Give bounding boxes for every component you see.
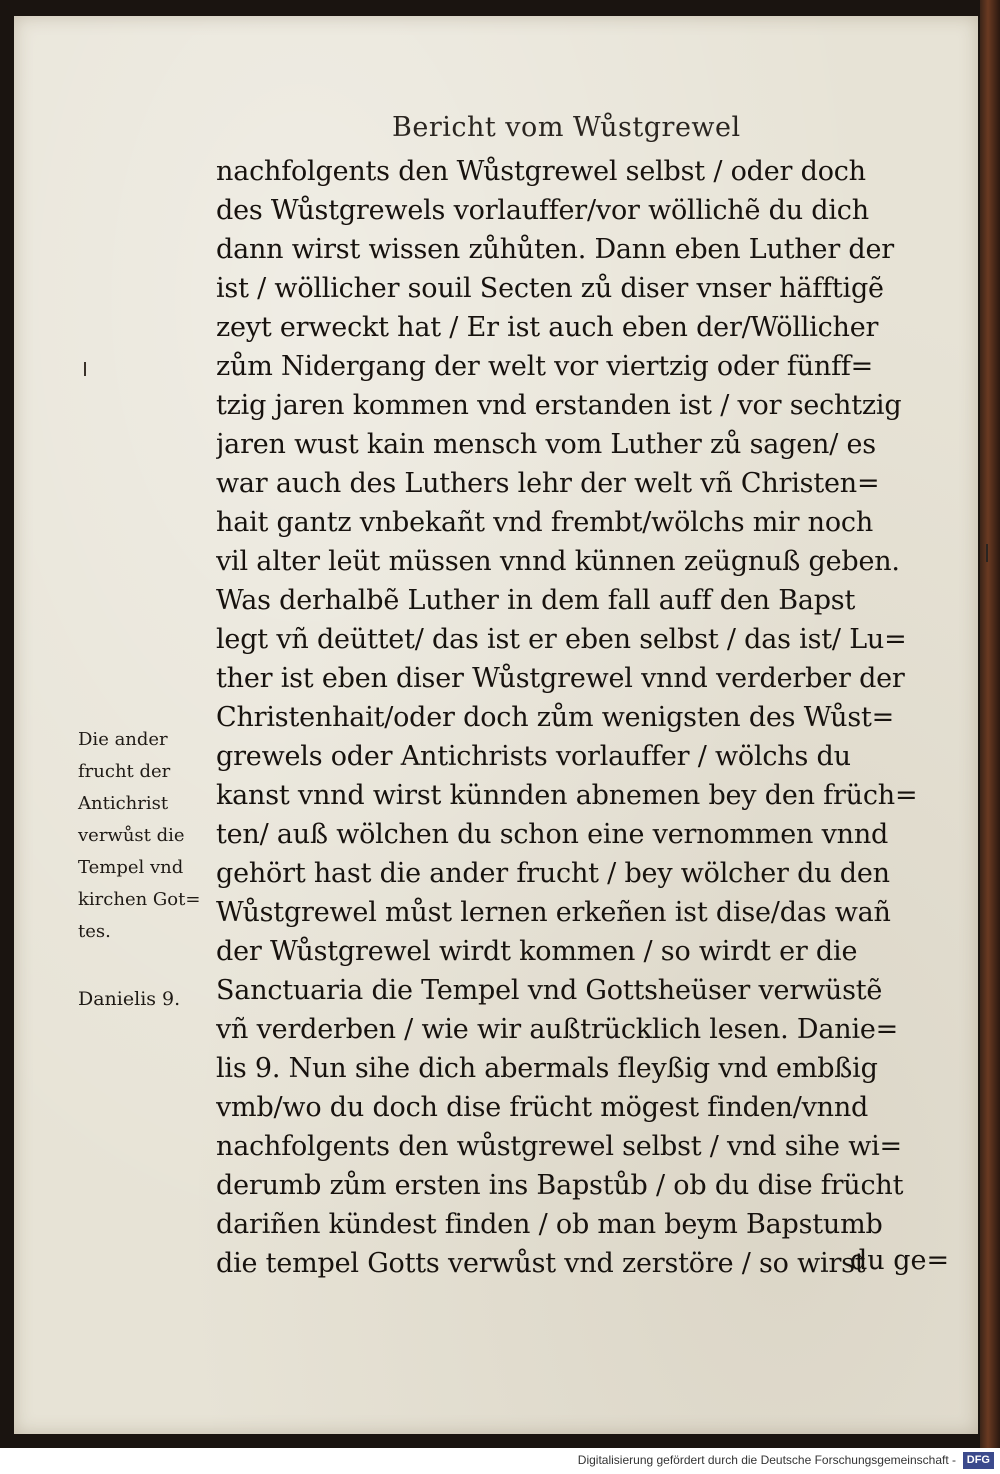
marginal-note-line: Tempel vnd — [78, 857, 184, 878]
ink-mark — [84, 362, 86, 376]
text-line: zeyt erweckt hat / Er ist auch eben der/Wöllicher — [216, 312, 879, 343]
text-line: die tempel Gotts verwůst vnd zerstöre / so wirst — [216, 1248, 866, 1279]
text-line: Sanctuaria die Tempel vnd Gottsheüser verwüstẽ — [216, 975, 883, 1006]
marginal-note-line: verwůst die — [78, 825, 185, 846]
text-line: vñ verderben / wie wir außtrücklich lesen. Danie= — [216, 1014, 899, 1045]
text-line: ther ist eben diser Wůstgrewel vnnd verderber der — [216, 663, 905, 694]
marginal-note — [78, 724, 218, 948]
text-line: vil alter leüt müssen vnnd künnen zeügnuß geben. — [216, 546, 900, 577]
running-head: Bericht vom Wůstgrewel — [392, 112, 741, 143]
text-line: tzig jaren kommen vnd erstanden ist / vor sechtzig — [216, 390, 902, 421]
marginal-note-line: Die ander — [78, 729, 168, 750]
text-line: ten/ auß wölchen du schon eine vernommen vnnd — [216, 819, 889, 850]
text-line: des Wůstgrewels vorlauffer/vor wöllichẽ du dich — [216, 195, 869, 226]
footer-bar — [0, 1448, 1000, 1474]
marginal-note-line: tes. — [78, 921, 111, 942]
text-line: Was derhalbẽ Luther in dem fall auff den Bapst — [216, 585, 856, 616]
text-line: zům Nidergang der welt vor viertzig oder fünff= — [216, 351, 874, 382]
text-line: nachfolgents den wůstgrewel selbst / vnd sihe wi= — [216, 1131, 902, 1162]
text-line: jaren wust kain mensch vom Luther zů sagen/ es — [216, 429, 876, 460]
text-line: hait gantz vnbekañt vnd frembt/wölchs mir noch — [216, 507, 874, 538]
text-line: dariñen kündest finden / ob man beym Bapstumb — [216, 1209, 883, 1240]
text-line: lis 9. Nun sihe dich abermals fleyßig vnd embßig — [216, 1053, 878, 1084]
text-line: grewels oder Antichrists vorlauffer / wölchs du — [216, 741, 851, 772]
text-line: gehört hast die ander frucht / bey wölcher du den — [216, 858, 890, 889]
marginal-note-line: frucht der — [78, 761, 171, 782]
text-line: ist / wöllicher souil Secten zů diser vnser häfftigẽ — [216, 273, 884, 304]
marginal-note-line: Antichrist — [78, 793, 169, 814]
text-line: kanst vnnd wirst künnden abnemen bey den früch= — [216, 780, 918, 811]
body-text — [216, 152, 956, 1283]
marginal-note-line: kirchen Got= — [78, 889, 201, 910]
text-line: nachfolgents den Wůstgrewel selbst / oder doch — [216, 156, 866, 187]
text-line: derumb zům ersten ins Bapstůb / ob du dise frücht — [216, 1170, 904, 1201]
margin-reference: Danielis 9. — [78, 988, 181, 1010]
text-line: war auch des Luthers lehr der welt vñ Christen= — [216, 468, 880, 499]
dfg-logo: DFG — [963, 1452, 994, 1469]
text-line: legt vñ deüttet/ das ist er eben selbst / das ist/ Lu= — [216, 624, 907, 655]
book-cover-edge — [980, 0, 1000, 1448]
text-line: dann wirst wissen zůhůten. Dann eben Luther der — [216, 234, 894, 265]
funding-credit: Digitalisierung gefördert durch die Deutsche Forschungsgemeinschaft - — [577, 1453, 956, 1467]
text-line: vmb/wo du doch dise frücht mögest finden/vnnd — [216, 1092, 869, 1123]
catchword: du ge= — [850, 1245, 950, 1276]
ink-mark — [986, 544, 988, 562]
text-line: Wůstgrewel můst lernen erkeñen ist dise/das wañ — [216, 897, 891, 928]
text-line: Christenhait/oder doch zům wenigsten des Wůst= — [216, 702, 895, 733]
text-line: der Wůstgrewel wirdt kommen / so wirdt er die — [216, 936, 858, 967]
